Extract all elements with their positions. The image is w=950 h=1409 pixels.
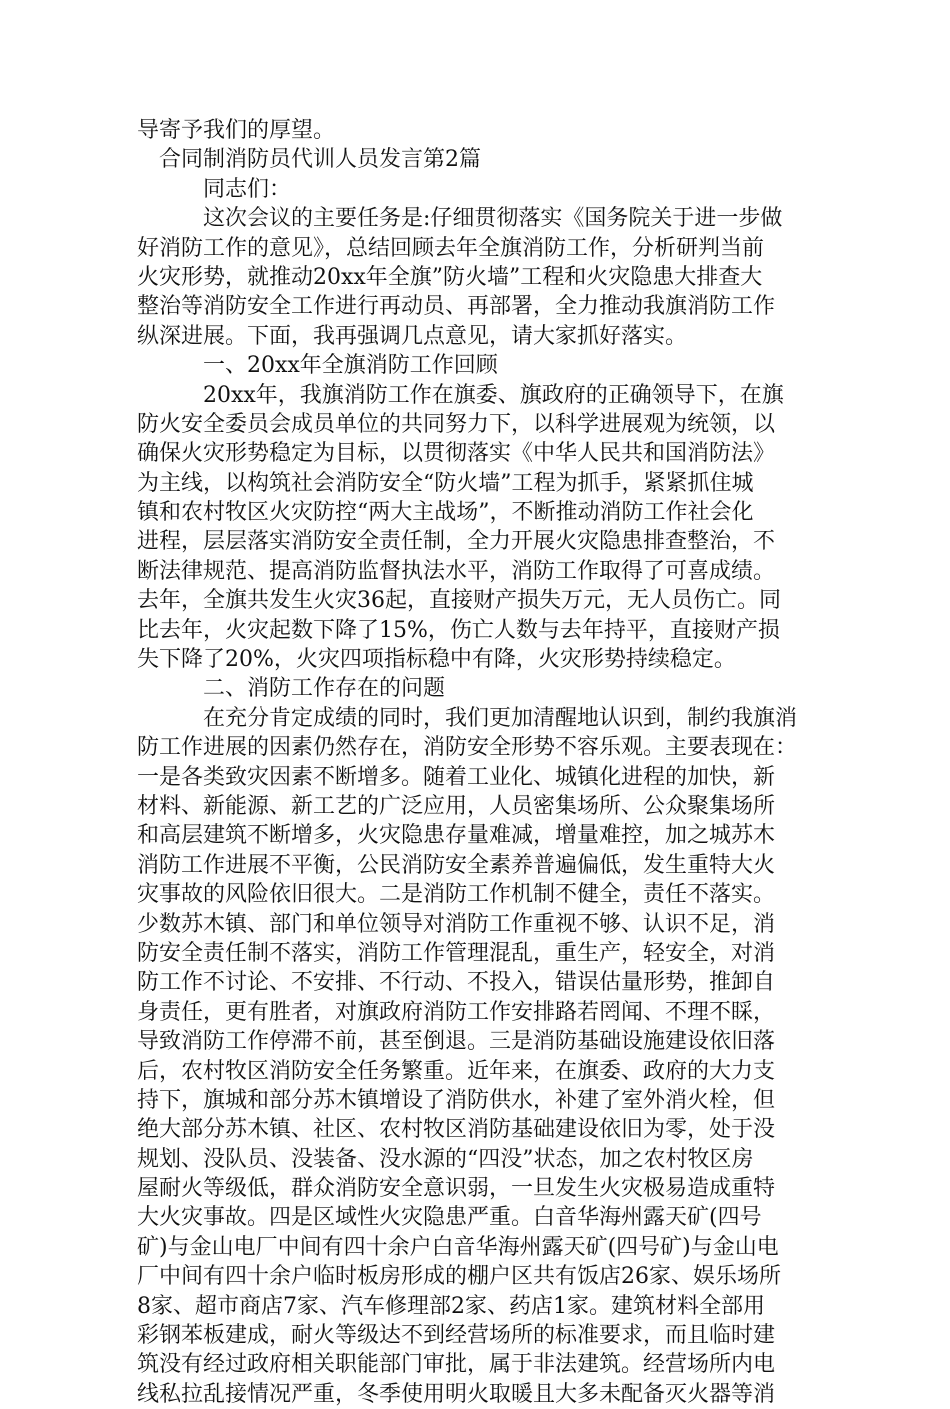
text-line: 筑没有经过政府相关职能部门审批，属于非法建筑。经营场所内电: [137, 1352, 776, 1378]
text-line: 在充分肯定成绩的同时，我们更加清醒地认识到，制约我旗消: [203, 705, 798, 731]
text-line: 这次会议的主要任务是:仔细贯彻落实《国务院关于进一步做: [203, 206, 783, 232]
text-line: 进程，层层落实消防安全责任制，全力开展火灾隐患排查整治，不: [137, 529, 776, 555]
text-line: 比去年，火灾起数下降了15%，伤亡人数与去年持平，直接财产损: [137, 617, 780, 643]
text-line: 屋耐火等级低，群众消防安全意识弱，一旦发生火灾极易造成重特: [137, 1176, 776, 1202]
text-line: 整治等消防安全工作进行再动员、再部署，全力推动我旗消防工作: [137, 294, 776, 320]
document-body: [137, 116, 827, 1409]
text-line: 大火灾事故。四是区域性火灾隐患严重。白音华海州露天矿(四号: [137, 1205, 762, 1231]
text-line: 确保火灾形势稳定为目标，以贯彻落实《中华人民共和国消防法》: [137, 441, 776, 467]
text-line: 为主线，以构筑社会消防安全“防火墙”工程为抓手，紧紧抓住城: [137, 470, 754, 496]
text-line: 材料、新能源、新工艺的广泛应用，人员密集场所、公众聚集场所: [137, 793, 776, 819]
text-line: 矿)与金山电厂中间有四十余户白音华海州露天矿(四号矿)与金山电: [137, 1234, 779, 1260]
section-heading: 二、消防工作存在的问题: [203, 676, 446, 702]
text-line: 防工作进展的因素仍然存在，消防安全形势不容乐观。主要表现在：: [137, 735, 798, 761]
text-line: 灾事故的风险依旧很大。二是消防工作机制不健全，责任不落实。: [137, 882, 776, 908]
text-line: 绝大部分苏木镇、社区、农村牧区消防基础建设依旧为零，处于没: [137, 1117, 776, 1143]
section-title: 合同制消防员代训人员发言第2篇: [159, 147, 481, 173]
text-line: 厂中间有四十余户临时板房形成的棚户区共有饭店26家、娱乐场所: [137, 1264, 781, 1290]
text-line: 纵深进展。下面，我再强调几点意见，请大家抓好落实。: [137, 323, 688, 349]
text-line: 导致消防工作停滞不前，甚至倒退。三是消防基础设施建设依旧落: [137, 1029, 776, 1055]
text-line: 规划、没队员、没装备、没水源的“四没”状态，加之农村牧区房: [137, 1146, 754, 1172]
text-line: 一是各类致灾因素不断增多。随着工业化、城镇化进程的加快，新: [137, 764, 776, 790]
text-line: 断法律规范、提高消防监督执法水平，消防工作取得了可喜成绩。: [137, 558, 776, 584]
text-line: 持下，旗城和部分苏木镇增设了消防供水，补建了室外消火栓，但: [137, 1087, 776, 1113]
text-line: 好消防工作的意见》，总结回顾去年全旗消防工作，分析研判当前: [137, 235, 765, 261]
text-line: 和高层建筑不断增多，火灾隐患存量难减，增量难控，加之城苏木: [137, 823, 776, 849]
text-line: 身责任，更有胜者，对旗政府消防工作安排路若罔闻、不理不睬，: [137, 999, 776, 1025]
text-line: 少数苏木镇、部门和单位领导对消防工作重视不够、认识不足，消: [137, 911, 776, 937]
text-line: 镇和农村牧区火灾防控“两大主战场”，不断推动消防工作社会化: [137, 500, 754, 526]
text-line: 去年，全旗共发生火灾36起，直接财产损失万元，无人员伤亡。同: [137, 588, 781, 614]
text-line: 防工作不讨论、不安排、不行动、不投入，错误估量形势，推卸自: [137, 970, 776, 996]
text-line: 火灾形势，就推动20xx年全旗”防火墙”工程和火灾隐患大排查大: [137, 264, 763, 290]
text-line: 8家、超市商店7家、汽车修理部2家、药店1家。建筑材料全部用: [137, 1293, 765, 1319]
text-line: 防安全责任制不落实，消防工作管理混乱，重生产，轻安全，对消: [137, 940, 776, 966]
text-line: 失下降了20%，火灾四项指标稳中有降，火灾形势持续稳定。: [137, 647, 736, 673]
text-line: 彩钢苯板建成，耐火等级达不到经营场所的标准要求，而且临时建: [137, 1323, 776, 1349]
text-line: 防火安全委员会成员单位的共同努力下，以科学进展观为统领，以: [137, 411, 776, 437]
salutation: 同志们：: [203, 176, 292, 202]
text-line: 线私拉乱接情况严重，冬季使用明火取暖且大多未配备灭火器等消: [137, 1381, 776, 1407]
text-line: 后，农村牧区消防安全任务繁重。近年来，在旗委、政府的大力支: [137, 1058, 776, 1084]
text-line: 消防工作进展不平衡，公民消防安全素养普遍偏低，发生重特大火: [137, 852, 776, 878]
text-line: 20xx年，我旗消防工作在旗委、旗政府的正确领导下，在旗: [203, 382, 784, 408]
text-line: 导寄予我们的厚望。: [137, 118, 336, 143]
section-heading: 一、20xx年全旗消防工作回顾: [203, 353, 498, 379]
